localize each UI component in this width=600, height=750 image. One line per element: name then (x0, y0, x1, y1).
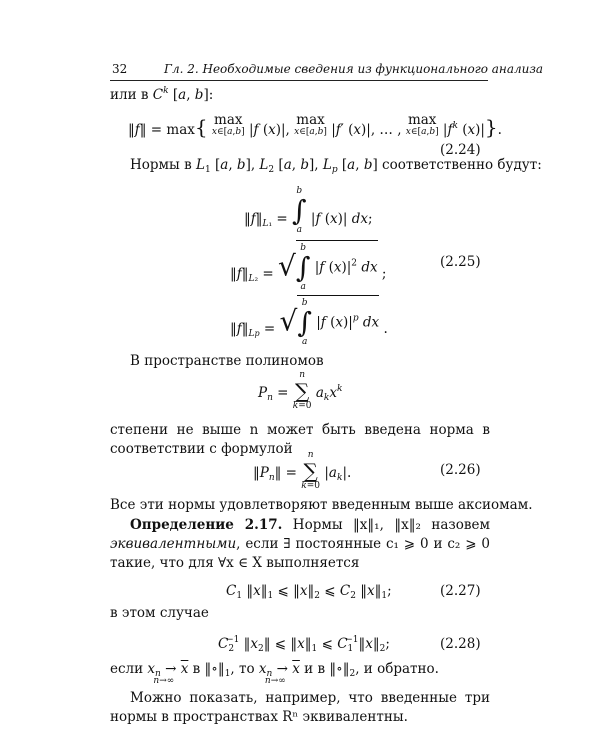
definition-text-2: , если ∃ постоянные c₁ ⩾ 0 и c₂ ⩾ 0 такие, что для ∀x ∈ X выполняется (110, 536, 490, 571)
polynomial-intro: В пространстве полиномов (130, 353, 324, 369)
norms-text: Нормы в (130, 157, 192, 173)
conclusion-paragraph: Можно показать, например, что введенные три нормы в пространствах Rⁿ эквивалентны. (110, 690, 490, 725)
norms-tail-text: соответственно будут: (382, 157, 542, 173)
definition-text-1: Нормы ‖x‖₁, ‖x‖₂ назовем (292, 517, 490, 533)
equation-number: (2.27) (440, 583, 481, 599)
norms-line: Нормы в $L_1$ [a, b], $L_2$ [a, b], $L_p$ [a, b] соответственно будут: (130, 157, 542, 175)
equation-number: (2.24) (440, 142, 481, 158)
axioms-sentence: Все эти нормы удовлетворяют введенным выше аксиомам. (110, 497, 533, 513)
formula-equivalence: $C_1$ $‖x‖_1$ ⩽ $‖x‖_2$ ⩽ $C_2$ $‖x‖_1$; (226, 583, 392, 601)
equation-number: (2.25) (440, 254, 481, 270)
and-text: и в (304, 661, 326, 677)
definition-term: эквивалентными (110, 536, 237, 552)
conversely-text: , и обратно. (355, 661, 439, 677)
convergence-line: если $x_n \to \overline{x}$ n→∞ в $‖\circ‖_1$, то $x_n \to \overline{x}$ n→∞ и в $‖\circ‖_2$, и обратно. (110, 661, 439, 686)
intro-text: или в (110, 87, 149, 103)
formula-ck-norm: ‖f‖ = max{ max x∈[a,b] |f (x)|, max x∈[a,b] |f′ (x)|, … , max x∈[a,b] $|f^k$ (x)|}. (128, 112, 502, 139)
definition-paragraph (110, 516, 490, 573)
definition-label: Определение 2.17. (130, 517, 283, 533)
header-rule (110, 80, 488, 81)
formula-polynomial: $P_n$ = n ∑ k=0 $a_kx^k$ (258, 370, 343, 411)
equation-number: (2.28) (440, 636, 481, 652)
formula-lp-norm: $‖f‖_{Lp}$ = √ b ∫ a |f $(x)|^p$ dx . (230, 295, 388, 348)
then-text: , то (230, 661, 255, 677)
formula-inverse: $C_2^{-1}$ $‖x_2‖$ ⩽ $‖x‖_1$ ⩽ $C_1^{-1}‖x‖_2$; (218, 635, 390, 654)
degree-paragraph: степени не выше n может быть введена норма в соответствии с формулой (110, 422, 490, 457)
if-text: если (110, 661, 144, 677)
formula-l2-norm: $‖f‖_{L_2}$ = √ b ∫ a |f $(x)|^2$ dx ; (230, 240, 386, 293)
running-header: Гл. 2. Необходимые сведения из функционального анализа (164, 62, 544, 76)
formula-poly-norm: $‖P_n‖$ = n ∑ k=0 $|a_k|$. (253, 450, 352, 491)
in-this-case-text: в этом случае (110, 605, 209, 621)
intro-line: или в $C^k$ [a, b]: (110, 86, 214, 103)
formula-l1-norm: $‖f‖_{L_1}$ = b ∫ a |f (x)| dx; (244, 186, 373, 235)
equation-number: (2.26) (440, 462, 481, 478)
page-number: 32 (112, 62, 128, 76)
